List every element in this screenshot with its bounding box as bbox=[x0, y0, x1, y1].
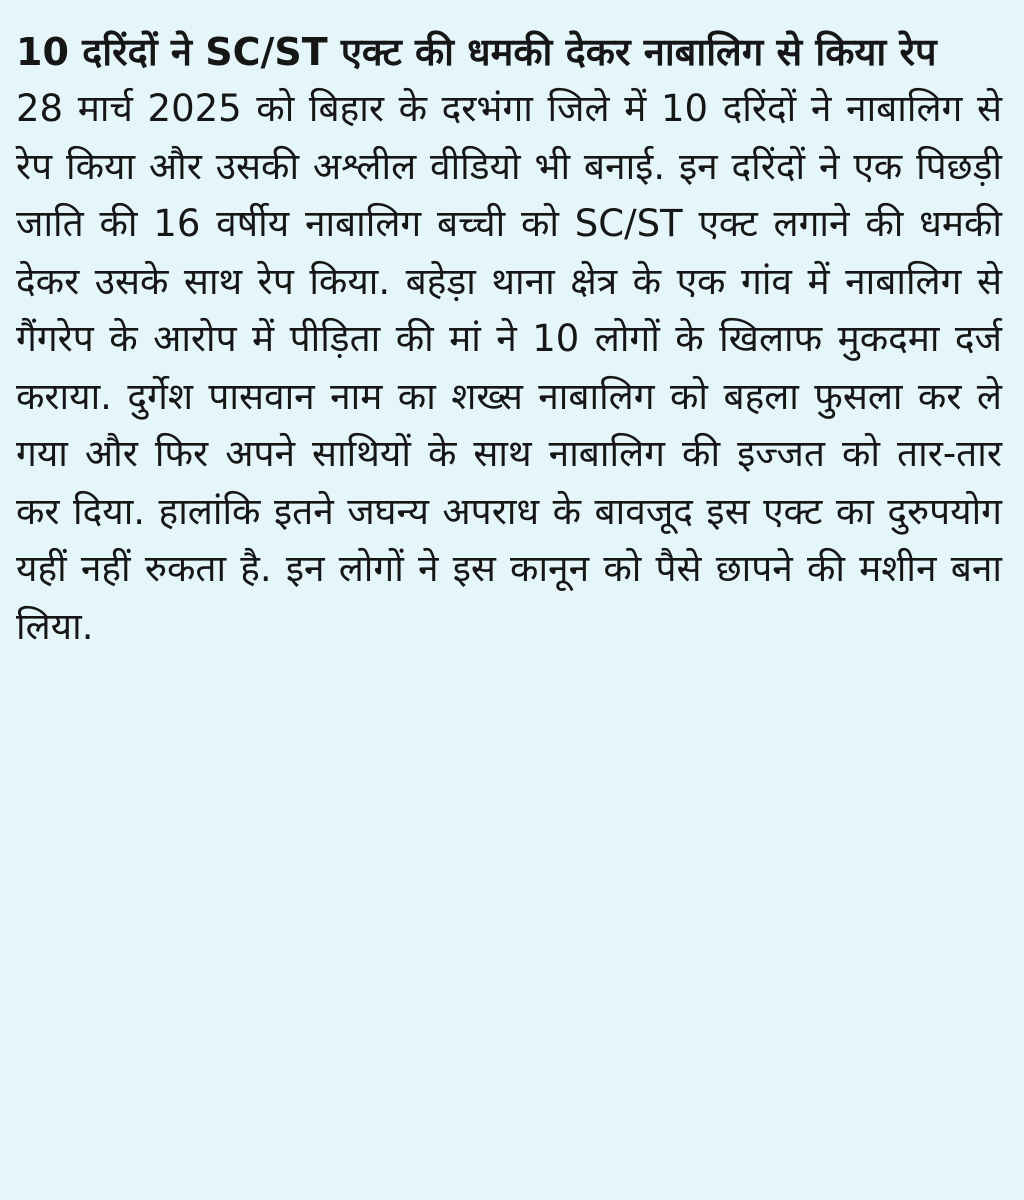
article-headline: 10 दरिंदों ने SC/ST एक्ट की धमकी देकर नाबालिग से किया रेप bbox=[16, 30, 937, 74]
article-body: 28 मार्च 2025 को बिहार के दरभंगा जिले में 10 दरिंदों ने नाबालिग से रेप किया और उसकी अश्लील वीडियो भी बनाई. इन दरिंदों ने एक पिछड़ी जाति की 16 वर्षीय नाबालिग बच्ची को SC/ST एक्ट लगाने की धमकी देकर उसके साथ रेप किया. बहेड़ा थाना क्षेत्र के एक गांव में नाबालिग से गैंगरेप के आरोप में पीड़िता की मां ने 10 लोगों के खिलाफ मुकदमा दर्ज कराया. दुर्गेश पासवान नाम का शख्स नाबालिग को बहला फुसला कर ले गया और फिर अपने साथियों के साथ नाबालिग की इज्जत को तार-तार कर दिया. हालांकि इतने जघन्य अपराध के बावजूद इस एक्ट का दुरुपयोग यहीं नहीं रुकता है. इन लोगों ने इस कानून को पैसे छापने की मशीन बना लिया. bbox=[16, 87, 1002, 648]
